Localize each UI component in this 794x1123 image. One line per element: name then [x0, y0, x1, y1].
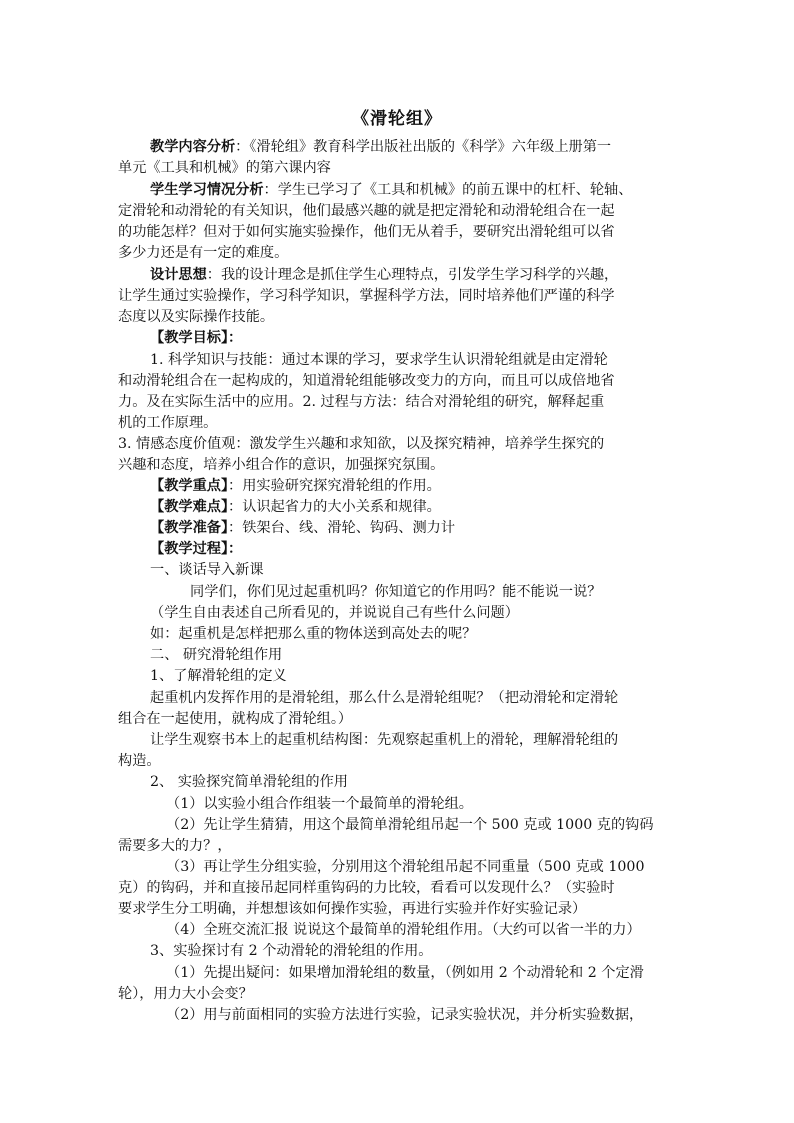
content-analysis-label: 教学内容分析 [150, 139, 236, 155]
difficulty-label: 【教学难点】 [150, 499, 229, 515]
process-2-3-heading: 3、实验探讨有 2 个动滑轮的滑轮组的作用。 [150, 943, 433, 959]
process-section-1-note: （学生自由表述自己所看见的，并说说自己有些什么问题） [150, 605, 519, 621]
objectives-line-3: 力。及在实际生活中的应用。2. 过程与方法：结合对滑轮组的研究，解释起重 [118, 394, 605, 410]
process-2-2-step-2a: （2）先让学生猜猜，用这个最简单滑轮组吊起一个 500 克或 1000 克的钩码 [166, 817, 654, 833]
process-2-2-step-3b: 克）的钩码，并和直接吊起同样重钩码的力比较，看看可以发现什么？（实验时 [118, 880, 615, 896]
objectives-line-5: 3. 情感态度价值观：激发学生兴趣和求知欲，以及探究精神，培养学生探究的 [118, 436, 605, 452]
process-2-2-step-4: （4）全班交流汇报 说说这个最简单的滑轮组作用。（大约可以省一半的力） [166, 922, 641, 938]
process-2-3-step-2: （2）用与前面相同的实验方法进行实验，记录实验状况，并分析实验数据， [166, 1007, 644, 1023]
design-idea-label: 设计思想 [150, 267, 207, 283]
materials-text: ：铁架台、线、滑轮、钩码、测力计 [228, 520, 456, 536]
design-idea-line-1 [150, 265, 710, 286]
key-point-text: ：用实验研究探究滑轮组的作用。 [228, 478, 441, 494]
learning-analysis-line-3: 的功能怎样？但对于如何实施实验操作，他们无从着手，要研究出滑轮组可以省 [118, 224, 615, 240]
objectives-heading: 【教学目标】： [150, 330, 243, 346]
learning-analysis-line-4: 多少力还是有一定的难度。 [118, 245, 289, 261]
process-heading: 【教学过程】： [150, 541, 243, 557]
process-2-3-step-1a: （1）先提出疑问：如果增加滑轮组的数量，（例如用 2 个动滑轮和 2 个定滑 [166, 965, 644, 981]
process-section-1-question-2: 如：起重机是怎样把那么重的物体送到高处去的呢？ [150, 626, 477, 642]
process-2-1-line-b2: 构造。 [118, 753, 161, 769]
content-analysis-line-2: 单元《工具和机械》的第六课内容 [118, 160, 331, 176]
objectives-line-1: 1. 科学知识与技能：通过本课的学习，要求学生认识滑轮组就是由定滑轮 [150, 352, 608, 368]
process-2-3-step-1b: 轮），用力大小会变？ [118, 986, 253, 1002]
process-2-1-line-b1: 让学生观察书本上的起重机结构图：先观察起重机上的滑轮，理解滑轮组的 [150, 732, 619, 748]
process-section-1-question: 同学们，你们见过起重机吗？你知道它的作用吗？能不能说一说？ [190, 584, 602, 600]
design-idea-line-2: 让学生通过实验操作，学习科学知识，掌握科学方法，同时培养他们严谨的科学 [118, 288, 615, 304]
content-analysis-text: ：《滑轮组》教育科学出版社出版的《科学》六年级上册第一 [235, 139, 612, 155]
design-idea-text: ：我的设计理念是抓住学生心理特点，引发学生学习科学的兴趣， [206, 267, 619, 283]
document-title: 《滑轮组》 [352, 109, 442, 129]
objectives-line-2: 和动滑轮组合在一起构成的，知道滑轮组能够改变力的方向，而且可以成倍地省 [118, 373, 615, 389]
materials-label: 【教学准备】 [150, 520, 229, 536]
process-2-2-step-3a: （3）再让学生分组实验，分别用这个滑轮组吊起不同重量（500 克或 1000 [166, 859, 645, 875]
process-2-1-line-a2: 组合在一起使用，就构成了滑轮组。） [118, 711, 353, 727]
objectives-line-6: 兴趣和态度，培养小组合作的意识，加强探究氛围。 [118, 457, 445, 473]
design-idea-line-3: 态度以及实际操作技能。 [118, 309, 275, 325]
difficulty-line [150, 497, 710, 518]
learning-analysis-label: 学生学习情况分析 [150, 182, 264, 198]
key-point-line [150, 476, 710, 497]
process-2-2-step-2b: 需要多大的力？， [118, 838, 232, 854]
process-2-1-line-a1: 起重机内发挥作用的是滑轮组，那么什么是滑轮组呢？（把动滑轮和定滑轮 [150, 690, 619, 706]
process-section-2-heading: 二、 研究滑轮组作用 [150, 647, 283, 663]
content-analysis-line-1 [150, 137, 710, 158]
process-2-1-heading: 1、了解滑轮组的定义 [150, 668, 287, 684]
process-2-2-heading: 2、 实验探究简单滑轮组的作用 [150, 774, 348, 790]
learning-analysis-line-1 [150, 180, 710, 201]
materials-line [150, 518, 710, 539]
difficulty-text: ：认识起省力的大小关系和规律。 [228, 499, 441, 515]
key-point-label: 【教学重点】 [150, 478, 229, 494]
learning-analysis-text: ：学生已学习了《工具和机械》的前五课中的杠杆、轮轴、 [263, 182, 633, 198]
objectives-line-4: 机的工作原理。 [118, 415, 218, 431]
learning-analysis-line-2: 定滑轮和动滑轮的有关知识，他们最感兴趣的就是把定滑轮和动滑轮组合在一起 [118, 203, 615, 219]
process-2-2-step-3c: 要求学生分工明确，并想想该如何操作实验，再进行实验并作好实验记录） [118, 901, 587, 917]
process-section-1-heading: 一、谈话导入新课 [150, 562, 264, 578]
process-2-2-step-1: （1）以实验小组合作组装一个最简单的滑轮组。 [166, 796, 473, 812]
